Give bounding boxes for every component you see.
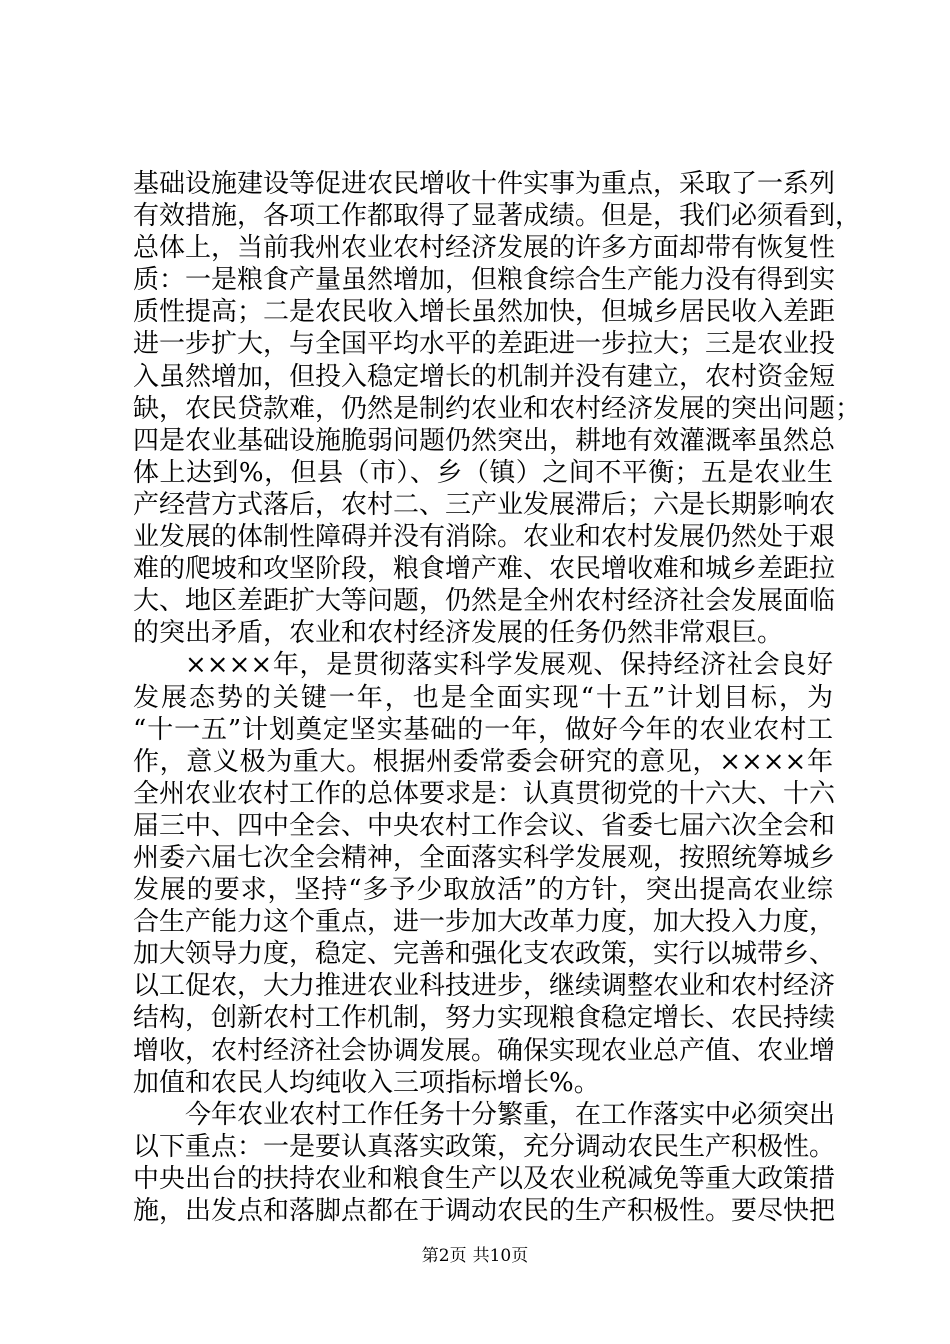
text-line: 业发展的体制性障碍并没有消除。农业和农村发展仍然处于艰 <box>133 522 836 553</box>
text-line: 发展的要求，坚持“多予少取放活”的方针，突出提高农业综 <box>133 875 833 906</box>
text-line: 质性提高；二是农民收入增长虽然加快，但城乡居民收入差距 <box>133 297 836 328</box>
text-line: 作，意义极为重大。根据州委常委会研究的意见，××××年 <box>133 746 833 777</box>
text-line: 加值和农民人均纯收入三项指标增长%。 <box>133 1067 600 1098</box>
text-line: 大、地区差距扩大等问题，仍然是全州农村经济社会发展面临 <box>133 586 836 617</box>
paragraph-1 <box>133 168 862 649</box>
text-line: 基础设施建设等促进农民增收十件实事为重点，采取了一系列 <box>133 169 836 199</box>
text-line: 四是农业基础设施脆弱问题仍然突出，耕地有效灌溉率虽然总 <box>133 425 836 456</box>
text-line: 缺，农民贷款难，仍然是制约农业和农村经济发展的突出问题； <box>133 393 862 424</box>
text-line: 以工促农，大力推进农业科技进步，继续调整农业和农村经济 <box>133 971 836 1002</box>
page-total: 共10页 <box>472 1246 529 1266</box>
text-line: 产经营方式落后，农村二、三产业发展滞后；六是长期影响农 <box>133 489 836 520</box>
text-line: 以下重点：一是要认真落实政策，充分调动农民生产积极性。 <box>133 1131 836 1162</box>
text-line: 难的爬坡和攻坚阶段，粮食增产难、农民增收难和城乡差距拉 <box>133 554 836 585</box>
page-number: 第2页 <box>421 1246 467 1266</box>
text-line: 届三中、四中全会、中央农村工作会议、省委七届六次全会和 <box>133 810 836 841</box>
text-line: “十一五”计划奠定坚实基础的一年，做好今年的农业农村工 <box>133 714 833 745</box>
text-line: 的突出矛盾，农业和农村经济发展的任务仍然非常艰巨。 <box>133 618 784 649</box>
text-line: 中央出台的扶持农业和粮食生产以及农业税减免等重大政策措 <box>133 1163 836 1194</box>
text-line: 今年农业农村工作任务十分繁重，在工作落实中必须突出 <box>185 1099 836 1130</box>
document-body <box>133 168 862 1227</box>
text-line: 进一步扩大，与全国平均水平的差距进一步拉大；三是农业投 <box>133 329 836 360</box>
text-line: 质：一是粮食产量虽然增加，但粮食综合生产能力没有得到实 <box>133 265 836 296</box>
text-line: 体上达到%，但县（市）、乡（镇）之间不平衡；五是农业生 <box>133 457 833 488</box>
page-footer <box>0 1244 950 1268</box>
paragraph-3 <box>133 1099 836 1227</box>
text-line: 增收，农村经济社会协调发展。确保实现农业总产值、农业增 <box>133 1035 836 1066</box>
text-line: ××××年，是贯彻落实科学发展观、保持经济社会良好 <box>185 650 833 681</box>
text-line: 入虽然增加，但投入稳定增长的机制并没有建立，农村资金短 <box>133 361 836 392</box>
text-line: 合生产能力这个重点，进一步加大改革力度，加大投入力度， <box>133 907 836 938</box>
text-line: 有效措施，各项工作都取得了显著成绩。但是，我们必须看到， <box>133 201 862 232</box>
text-line: 结构，创新农村工作机制，努力实现粮食稳定增长、农民持续 <box>133 1003 836 1034</box>
paragraph-2 <box>133 649 836 1098</box>
text-line: 施，出发点和落脚点都在于调动农民的生产积极性。要尽快把 <box>133 1196 836 1226</box>
text-line: 加大领导力度，稳定、完善和强化支农政策，实行以城带乡、 <box>133 939 836 970</box>
text-line: 总体上，当前我州农业农村经济发展的许多方面却带有恢复性 <box>133 233 836 264</box>
text-line: 州委六届七次全会精神，全面落实科学发展观，按照统筹城乡 <box>133 842 836 873</box>
text-line: 全州农业农村工作的总体要求是：认真贯彻党的十六大、十六 <box>133 778 836 809</box>
text-line: 发展态势的关键一年，也是全面实现“十五”计划目标，为 <box>133 682 833 713</box>
